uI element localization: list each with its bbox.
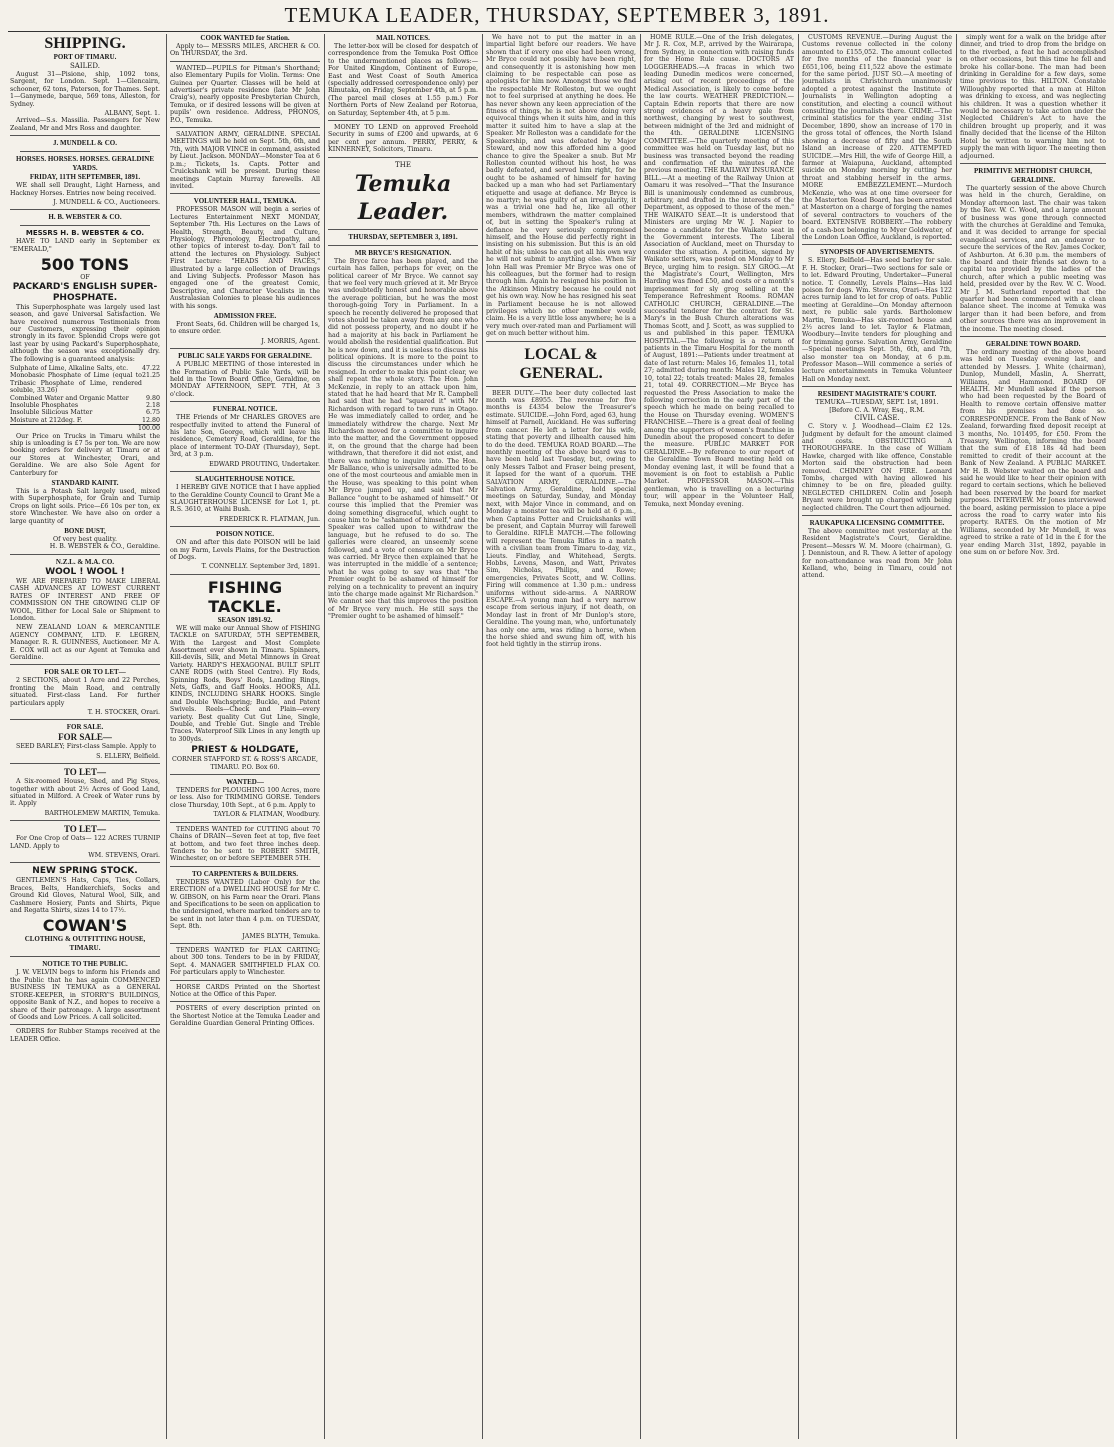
rm-civil-label: CIVIL CASE. [854,414,900,423]
separator [170,943,320,944]
analysis-row: Sulphate of Lime, Alkaline Salts, etc. 47.22 [10,364,160,372]
rm-court-text: C. Story v. J. Woodhead—Claim £2 12s. Judgment by default for the amount claimed and costs. OBSTRUCTING A THOROUGHFARE. In the case of William Hawke, charged with like offence, Constable Morton said the obstruction had been removed. CHIMNEY ON FIRE. Leonard Tombs, charged with having allowed his chimney to be on fire, pleaded guilty. NEGLECTED CHILDREN. Colin and Joseph Bryant were brought up charged with being neglected children. The Court then adjourned. [802,423,952,512]
carpenters-signature: JAMES BLYTH, Temuka. [242,932,320,940]
separator [170,1001,320,1002]
separator [170,61,320,62]
kainit-text: This is a Potash Salt largely used, mixed with Superphosphate, for Grain and Turnip Crops on light soils. Price—£6 10s per ton, ex store Winchester. We have also on order a large quantity of [10,488,160,525]
priest-address: CORNER STAFFORD ST. & ROSS'S ARCADE, TIMARU. P.O. Box 60. [172,756,318,771]
column-6 [802,34,952,1439]
town-board-heading: GERALDINE TOWN BOARD. [985,340,1081,349]
wool-heading: WOOL ! WOOL ! [45,566,125,577]
column-2 [170,34,320,1439]
horses-signature: J. MUNDELL & CO., Auctioneers. [53,199,160,207]
mundell-heading: J. MUNDELL & CO. [53,139,117,148]
orders-text: ORDERS for Rubber Stamps received at the LEADER Office. [10,1028,160,1043]
column-7 [960,34,1106,1439]
notice-heading: NOTICE TO THE PUBLIC. [42,960,128,969]
separator [328,229,478,230]
separator [328,120,478,121]
sale1-heading: FOR SALE OR TO LET— [44,668,126,677]
salvation-text: SALVATION ARMY, GERALDINE. SPECIAL MEETINGS will be held on Sept. 5th, 6th, and 7th, with MAJOR VINCE in command, assisted by Lieut. Jackson. MONDAY—Monster Tea at 6 p.m.; Tickets, 1s. Capts. Potter and Cruickshank will be present. During these meetings Captain Murray farewells. All invited. [170,131,320,190]
sailed-text: August 31—Pisione, ship, 1092 tons, Sargent, for London. Sept. 1—Glencairn, schooner, 62 tons, Paterson, for Thames. Sept. 1—Ganymede, barque, 569 tons, Alleston, for Sydney. [10,71,160,108]
separator [170,774,320,775]
saleyards-text: A PUBLIC MEETING of those interested in the Formation of Public Sale Yards, will be held in the Town Board Office, Geraldine, on MONDAY AFTERNOON, SEPT. 7TH, At 3 o'clock. [170,361,320,398]
local-general-text: BEER DUTY.—The beer duty collected last month was £8955. The revenue for five months is £4354 below the Treasurer's estimate. SUICIDE.—John Ford, aged 63, hung himself at Parnell, Auckland. He was suffering from cancer. He left a letter for his wife, stating that poverty and illhealth caused him to do the deed. TEMUKA ROAD BOARD.—The monthly meeting of the above board was to have been held last Tuesday, but, owing to only Messrs Talbot and Fraser being present, it lapsed for the want of a quorum. THE SALVATION ARMY, GERALDINE.—The Salvation Army, Geraldine, hold special meetings on Saturday, Sunday, and Monday next, with Major Vince in command, and on Monday a monster tea will be held at 6 p.m., when Captains Potter and Cruickshanks will be present, and Captain Murray will farewell to Geraldine. RIFLE MATCH.—The following will represent the Temuka Rifles in a match with a civilian team from Timaru to-day, viz., Lieuts. Findlay, and Whitehead, Sergts. Hobbs, Levens, Mason, and Watt, Privates Sim, Nicholas, Philips, and Rowe; emergencies, Privates Scott, and W. Collins. Firing will commence at 1.30 p.m.: undress uniforms without side-arms. A NARROW ESCAPE.—A young man had a very narrow escape from serious injury, if not death, on Monday last in front of Mr Dunlop's store, Geraldine. The young man, who, unfortunately has only one arm, was riding a horse, when the horse shied and swung him off, with his foot held tightly in the stirrup irons. [486,389,636,649]
funeral-text: THE Friends of Mr CHARLES GROVES are respectfully invited to attend the Funeral of his late Son, George, which will leave his residence, Cemetery Road, Geraldine, for the place of interment TO-DAY (Thursday), Sept. 3rd, at 3 p.m. [170,414,320,459]
sale3-signature: S. ELLERY, Belfield. [96,752,160,760]
analysis-row: Insoluble Silicious Matter 6.75 [10,409,160,417]
analysis-total: 100.00 [10,424,160,432]
news-continued: simply went for a walk on the bridge after dinner, and tried to drop from the bridge on to the riverbed, a feat he had accomplished on other occasions, but this time he fell and broke his collar-bone. The man had been drinking in Geraldine for a few days, some time previous to this. HILTON. Constable Willoughby reported that a man at Hilton was drinking to excess, and was neglecting his children. It was a question whether it would be necessary to take action under the Neglected Children's Act to have the children brought up properly, and it was finally decided that the license of the Hilton Hotel be written to warning him not to supply the man with liquor. The meeting then adjourned. [960,34,1106,160]
local-general-heading: LOCAL & GENERAL. [519,345,603,382]
pm-church-text: The quarterly session of the above Church was held in the church, Geraldine, on Monday afternoon last. The chair was taken by the Rev. W. C. Wood, and a large amount of business was gone through connected with the churches at Geraldine and Temuka, and it was decided to arrange for special evangelical services, and an endeavor to secure the services of the Rev. James Cocker, of Ashburton. At 6.30 p.m. the members of the board and their friends sat down to a capital tea provided by the ladies of the church, after which a public meeting was held, presided over by the Rev. W. C. Wood. Mr J. M. Sutherland reported that the quarter had been commenced with a clean balance sheet. The income at Temuka was larger than it had been before, and from other sources there was an improvement in the income. The meeting closed. [960,184,1106,333]
separator [10,763,160,764]
newspaper-columns [8,34,1106,1439]
column-3 [328,34,478,1439]
separator [20,225,150,226]
separator [170,348,320,349]
separator [960,163,1106,164]
tons-heading: 500 TONS [40,255,130,275]
article-continued: We have not to put the matter in an impartial light before our readers. We have shown that if every one else had been wrong, Mr Bryce could not possibly have been right, and consequently it is astonishing how men claiming to be respectable can pose as apologists for him now. Amongst those we find the respectable Mr Rolleston, but we ought not to feel surprised at anything he does. He has never shown any keen appreciation of the fitness of things, he is not above doing very equivocal things when it suits him, and in this matter it suited him to have a slap at the Speaker. Mr Rolleston was a candidate for the Speakership, and was defeated by Major Steward, and now this afforded him a good chance to give the Speaker a snub. But Mr Rolleston counted without his host, he was badly defeated, and served him right, for he ought to be ashamed of himself for having backed up a man who had set Parliamentary etiquette and usage at defiance. Mr Bryce is no martyr; he was guilty of an irregularity, it was a trivial one had he, like all other members, withdrawn the matter complained of, but in setting the Speaker's ruling at defiance he very seriously compromised himself, and the House did perfectly right in insisting on his submission. But this is an old habit of his; unless he can get all his own way he will not submit to anything else. When Sir John Hall was Premier Mr Bryce was one of his colleagues, but the former had to resign through him. Again he resigned his position in the Atkinson Ministry because he could not get his own way. Now he has resigned his seat in Parliament because he is not allowed privileges which no other member would claim. He is a very little loss anywhere; he is a very much over-rated man and Parliament will get on much better without him. [486,34,636,338]
arrived-text: Arrived—S.s. Massilia. Passengers for New Zealand, Mr and Mrs Ross and daughter. [10,117,160,132]
separator [486,341,636,342]
poison-heading: POISON NOTICE. [216,530,274,539]
cook-text: Apply to— MESSRS MILES, ARCHER & CO. On THURSDAY, the 3rd. [170,43,320,58]
synopsis-heading: SYNOPSIS OF ADVERTISEMENTS. [819,248,935,257]
slaughter-signature: FREDERICK R. FLATMAN, Jun. [219,515,320,523]
sale3-text: SEED BARLEY; First-class Sample. Apply to [16,743,157,751]
admission-text: Front Seats, 6d. Children will be charged 1s, to ensure order. [170,321,320,336]
webster-heading: H. B. WEBSTER & CO. [48,213,122,222]
rm-court-date: TEMUKA—TUESDAY, SEPT. 1st, 1891. [815,399,939,407]
poison-text: ON and after this date POISON will be laid on my Farm, Levels Plains, for the Destruction of Dogs. [170,539,320,561]
pm-church-heading: PRIMITIVE METHODIST CHURCH, GERALDINE. [974,166,1092,184]
cook-heading: COOK WANTED for Station. [200,34,290,42]
separator [170,193,320,194]
of-text: OF [80,274,90,282]
separator [170,866,320,867]
saleyards-heading: PUBLIC SALE YARDS FOR GERALDINE. [178,352,312,361]
let1-text: A Six-roomed House, Shed, and Pig Styes, together with about 2½ Acres of Good Land, situated in Milford. A Creek of Water runs by it. Apply [10,778,160,808]
money-text: MONEY TO LEND on approved Freehold Security in sums of £200 and upwards, at 6 per cent per annum. PERRY, PERRY, & KINNERNEY, Solicitors, Timaru. [328,124,478,154]
synopsis-text: S. Ellery, Belfield—Has seed barley for sale. F. H. Stocker, Orari—Two sections for sale or to let. Edward Prouting, Undertaker—Funeral notice. T. Connelly, Levels Plains—Has laid poison for dogs. Wm. Stevens, Orari—Has 122 acres turnip land to let for crop of oats. Public meeting at Geraldine—On Monday afternoon next, re public sale yards. Bartholomew Martin, Temuka—Has six-roomed house and 2½ acres land to let. Taylor & Flatman, Woodbury—Invite tenders for ploughing and for trimming gorse. Salvation Army, Geraldine—Special meetings Sept. 5th, 6th, and 7th, also monster tea on Monday, at 6 p.m. Professor Mason—Will commence a series of lecture entertainments in Temuka Volunteer Hall on Monday next. [802,257,952,383]
carpenters-heading: TO CARPENTERS & BUILDERS. [191,869,299,878]
packard-heading: PACKARD'S ENGLISH SUPER-PHOSPHATE. [12,281,158,303]
funeral-heading: FUNERAL NOTICE. [212,405,278,414]
nzl-heading: N.Z.L. & M.A. CO. [55,557,115,566]
column-5 [644,34,794,1439]
separator [10,554,160,555]
let2-signature: WM. STEVENS, Orari. [88,852,160,860]
mail-heading: MAIL NOTICES. [376,34,430,42]
separator [170,822,320,823]
let1-signature: BARTHOLEMEW MARTIN, Temuka. [44,809,160,817]
sale3-heading: FOR SALE— [58,732,112,743]
rm-court-before: [Before C. A. Wray, Esq., R.M. [829,406,925,414]
sale2-heading: FOR SALE. [66,723,104,732]
masthead [0,0,1114,30]
sailed-label: SAILED. [70,62,100,70]
separator [10,1024,160,1025]
nameplate: Temuka Leader. [354,170,452,225]
spring-text: GENTLEMEN'S Hats, Caps, Ties, Collars, Braces, Belts, Handkerchiefs, Socks and Ground Kid Gloves, Natural Wool, Silk, and Cashmere Hosiery, Pants and Shirts, Pique and Regatta Shirts, sizes 14 to 17½. [10,877,160,915]
masthead-title: TEMUKA LEADER, THURSDAY, SEPTEMBER 3, 1891. [284,3,830,27]
let2-heading: TO LET— [63,824,107,835]
analysis-row: Monobasic Phosphate of Lime (equal to Tribasic Phosphate of Lime, rendered soluble, 33.26) 21.25 [10,372,160,395]
admission-heading: ADMISSION FREE. [213,312,277,320]
shipping-heading: SHIPPING. [44,35,126,52]
raukapuka-heading: RAUKAPUKA LICENSING COMMITTEE. [809,518,945,527]
separator [10,209,160,210]
flax-text: TENDERS WANTED for FLAX CARTING; about 300 tons. Tenders to be in by FRIDAY, Sept. 4. MANAGER SMITHFIELD FLAX CO. For particulars apply to Winchester. [170,946,320,977]
slaughter-text: I HEREBY GIVE NOTICE that I have applied to the Geraldine County Council to Grant Me a SLAUGHTERHOUSE LICENSE for Lot 1, pt. R.S. 3610, at Waihi Bush. [170,484,320,514]
separator [10,135,160,136]
rm-court-heading: RESIDENT MAGISTRATE'S COURT. [817,390,937,399]
analysis-row: Insoluble Phosphates 2.18 [10,401,160,409]
cowan-sub: CLOTHING & OUTFITTING HOUSE, TIMARU. [24,935,146,953]
separator [328,157,478,158]
separator [10,664,160,665]
separator [10,862,160,863]
separator [802,244,952,245]
separator [20,151,150,152]
news-items: CUSTOMS REVENUE.—During August the Customs revenue collected in the colony amounted to £155,052. The amount collected for five months of the financial year is £651,106, being £11,522 above the estimate for the same period. JUST SO.—A meeting of journalists in Christchurch unanimously adopted a protest against the Institute of Journalists in Wellington adopting a constitution, and electing a council without consulting the journalists there. CRIME.—The criminal statistics for the year ending 31st December, 1890, show an increase of 170 in the gross total of offences, the North Island showing a decrease of fifty and the South Island an increase of 220. ATTEMPTED SUICIDE.—Mrs Hill, the wife of George Hill, a farmer at Waiapuna, Auckland, attempted suicide on Monday morning by cutting her throat and stabbing herself in the arms. MORE EMBEZZLEMENT.—Murdoch McKenzie, who was at one time overseer for the Masterton Road Board, has been arrested at Masterton on a charge of forging the names of several contractors to vouchers of the board. EXTENSIVE ROBBERY.—The robbery of a cash-box belonging to Myer Goldwater, of the London Loan Office, Auckland, is reported. [802,34,952,241]
separator [170,471,320,472]
separator [170,401,320,402]
let2-text: For One Crop of Oats— 122 ACRES TURNIP LAND. Apply to [10,835,160,850]
analysis-table [10,365,160,433]
land-text: HAVE TO LAND early in September ex "EMERALD," [10,238,160,253]
raukapuka-text: The above committee met yesterday at the Resident Magistrate's Court, Geraldine. Present—Messrs W. M. Moore (chairman), G. J. Dennistoun, and R. Thew. A letter of apology for non-attendance was read from Mr John Kelland, who, being in Timaru, could not attend. [802,527,952,580]
pupils-text: WANTED—PUPILS for Pitman's Shorthand; also Elementary Pupils for Violin. Terms: One Guinea per Quarter. Classes will be held at advertiser's private residence (late Mr John Craig's), nearly opposite Presbyterian Church, Temuka, or if desired lessons will be given at pupils' own residence. Address, PHONOS, P.O., Temuka. [170,64,320,124]
cowan-heading: COWAN'S [42,916,128,936]
separator [170,526,320,527]
separator [170,980,320,981]
bone-text: Of very best quality. [53,536,117,544]
horse-cards-text: HORSE CARDS Printed on the Shortest Notice at the Office of this Paper. [170,983,320,998]
wanted-text: TENDERS for PLOUGHING 100 Acres, more or less. Also for TRIMMING GORSE. Tenders close Thursday, 10th Sept., at 6 p.m. Apply to [170,787,320,809]
the-label: THE [395,160,411,169]
analysis-row: Moisture at 212deg. F. 12.80 [10,416,160,424]
town-board-text: The ordinary meeting of the above board was held on Tuesday evening last, and attended by Messrs. J. White (chairman), Dunlop, Mundell, Maslin, A. Sherratt, Williams, and Hammond. BOARD OF HEALTH. Mr Mundell asked if the person who had been requested by the Board of Health to remove certain offensive matter from his premises had done so. CORRESPONDENCE. From the Bank of New Zealand, forwarding fixed deposit receipt at 3 months, No. 101495, for £50. From the Treasury, Wellington, informing the board that the sum of £18 18s 4d had been remitted to credit of their account at the Bank of New Zealand. A PUBLIC MARKET. Mr H. B. Webster waited on the board and said he would like to hear their opinion with regard to certain sections, which he believed had been reserved by the board for market purposes. INTERVIEW. Mr Jones interviewed the board, asking permission to place a pipe across the road to carry water into his property. RATES. On the motion of Mr Williams, seconded by Mr Mundell, it was agreed to strike a rate of 1d in the £ for the year ending March 31st, 1892, payable in one sum on or before Nov. 3rd. [960,349,1106,556]
sale1-signature: T. H. STOCKER, Orari. [87,708,160,716]
horses-text: WE shall sell Draught, Light Harness, and Hackney Horses. Entries now being received. [10,182,160,197]
article-heading: MR BRYCE'S RESIGNATION. [354,248,452,257]
slaughter-heading: SLAUGHTERHOUSE NOTICE. [195,475,295,484]
drain-text: TENDERS WANTED for CUTTING about 70 Chains of DRAIN—Seven feet at top, five feet at bottom, and two feet three inches deep. Tenders to be sent to ROBERT SMITH, Winchester, on or before SEPTEMBER 5TH. [170,825,320,863]
fishing-season: SEASON 1891-92. [217,615,273,624]
admission-signature: J. MORRIS, Agent. [261,337,320,345]
priest-heading: PRIEST & HOLDGATE, [191,745,299,756]
column-4 [486,34,636,1439]
sale1-text: 2 SECTIONS, about 1 Acre and 22 Perches, fronting the Main Road, and centrally situated. First-class Land. For further particulars apply [10,677,160,707]
bone-heading: BONE DUST, [64,527,106,536]
messrs-heading: MESSRS H. B. WEBSTER & CO. [25,229,145,238]
separator [960,336,1106,337]
volunteer-heading: VOLUNTEER HALL, TEMUKA. [193,197,297,206]
funeral-signature: EDWARD PROUTING, Undertaker. [209,460,320,468]
poison-signature: T. CONNELLY. September 3rd, 1891. [201,563,320,571]
mail-text: The letter-box will be closed for despatch of correspondence from the Temuka Post Office to the undermentioned places as follows:— For United Kingdom, Continent of Europe, East and West Coast of South America (specially addressed correspondence only) per Rimutaka, on Friday, September 4th, at 5 p.m. (The parcel mail closes at 1.55 p.m.) For Northern Ports of New Zealand per Rotorua, on Saturday, September 4th, at 5 p.m. [328,43,478,117]
port-heading: PORT OF TIMARU. [53,53,117,61]
carpenters-text: TENDERS WANTED (Labor Only) for the ERECTION of a DWELLING HOUSE for Mr C. W. GIBSON, on his Farm near the Orari. Plans and Specifications to be seen on application to the undersigned, where marked tenders are to be sent in not later than 4 p.m. on TUESDAY, Sept. 8th. [170,878,320,931]
phosphate-text: This Superphosphate was largely used last season, and gave Universal Satisfaction. We have received numerous Testimonials from our Customers, expressing their opinion strongly in its favor. Splendid Crops were got last year by using Packard's Superphosphate, although the season was exceptionally dry. The following is a guaranteed analysis: [10,303,160,363]
let1-heading: TO LET— [63,767,107,778]
posters-text: POSTERS of every description printed on the Shortest Notice at the Temuka Leader and Geraldine Guardian General Printing Offices. [170,1005,320,1028]
separator [170,127,320,128]
horses-heading: HORSES. HORSES. HORSES. GERALDINE YARDS. [15,155,155,173]
article-text: The Bryce farce has been played, and the curtain has fallen, perhaps for ever, on the political career of Mr Bryce. We cannot say that we feel very much grieved at it. Mr Bryce was undoubtedly honest and honorable above the average politician, but he was the most thorough-going Tory in Parliament. In a speech he recently delivered he proposed that votes should be taken away from any one who did not possess property, and no doubt if he had a majority at his back in Parliament he would abolish the residential qualification. But he is now down, and it is useless to discuss his political opinions. It is more to the point to discuss the circumstances under which he resigned. In order to make this point clear, we shall repeat the whole story. The Hon. John McKenzie, in reply to an attack upon him, stated that he had heard that Mr R. Campbell had said that he had "squared it" with Mr Richardson with regard to two runs in Otago. He was immediately called to order, and he immediately withdrew the charge. Next Mr Richardson moved for a committee to inquire into the matter, and the Government opposed it, on the ground that the charge had been withdrawn, that therefore it did not exist, and there was nothing to inquire into. The Hon. Mr Ballance, who is universally admitted to be one of the most courteous and amiable men in the House, was speaking to this point when Mr Bryce jumped up, and said that Mr Ballance "ought to be ashamed of himself." Of course this implied that the Premier was doing something disgraceful, which ought to cause him to be "ashamed of himself," and the Speaker was called upon to withdraw the language, but he refused to do so. The galleries were cleared, an unseemly scene followed, and a vote of censure on Mr Bryce was carried. Mr Bryce then explained that he was interrupted in the middle of a sentence; what he was going to say was that "the Premier ought to be ashamed of himself for relying on a technicality to prevent an inquiry into the charge made against Mr Richardson." We cannot see that this improves the position of Mr Bryce very much. He still says the "Premier ought to be ashamed of himself." [328,257,478,621]
albany-line: ALBANY, Sept. 1. [104,110,160,118]
spring-heading: NEW SPRING STOCK. [32,866,138,877]
bone-signature: H. B. WEBSTER & CO., Geraldine. [49,543,160,551]
wool-signature: NEW ZEALAND LOAN & MERCANTILE AGENCY COMPANY, LTD. F. LEGREN, Manager. R. R. GUINNESS, Auctioneer. Mr A. E. COX will act as our Agent at Temuka and Geraldine. [10,624,160,661]
volunteer-text: PROFESSOR MASON will begin a series of Lectures Entertainment NEXT MONDAY, September 7th. His Lectures on the Laws of Health, Strength, Beauty, and Culture, Physiology, Phrenology, Electropathy, and other topics of interest to-day. Don't fail to attend the lectures on Physiology. Subject First Lecture: "HEADS AND FACES," illustrated by a large collection of Drawings and Living Subjects. Professor Mason has engaged one of the greatest Comic, Descriptive, and Character Vocalists in the Australasian Colonies to please his audiences with his songs. [170,206,320,310]
news-items: HOME RULE.—One of the Irish delegates, Mr J. R. Cox, M.P., arrived by the Wairarapa, from Sydney, in connection with raising funds for the Home Rule cause. DOCTORS AT LOGGERHEADS.—A fracas in which two leading Dunedin medicos were concerned, arising out of recent proceedings of the Medical Association, is likely to come before the law courts. WEATHER PREDICTION.—Captain Edwin reports that there are now strong evidences of a heavy gale from northwest, changing by west to southwest, between midnight of the 3rd and midnight of the 4th. GERALDINE LICENSING COMMITTEE.—The quarterly meeting of this committee was held on Tuesday last, but no business was transacted beyond the reading and confirmation of the minutes of the previous meeting. THE RAILWAY INSURANCE BILL.—At a meeting of the Railway Union at Oamaru it was resolved—"That the Insurance Bill is unanimously condemned as cumbrous, arbitrary, and drafted in the interests of the Department, as opposed to those of the men." THE WAIKATO SEAT.—It is understood that Ministers are urging Mr W. J. Napier to become a candidate for the Waikato seat in the Government interests. The Liberal Association of Auckland, meet on Thursday to consider the situation. A petition, signed by Waikato settlers, was posted on Monday to Mr Bryce, urging him to resign. SLY GROG.—At the Magistrate's Court, Wellington, Mrs Harding was fined £50, and costs or a month's imprisonment for sly grog selling at the Temperance Refreshment Rooms. ROMAN CATHOLIC CHURCH, GERALDINE.—The successful tenderer for the contract for St. Mary's in the Bush Church alterations was Thomas Scott, and J. Scott, as was supplied to us and published in this paper. TEMUKA HOSPITAL.—The following is a return of patients in the Timaru Hospital for the month of August, 1891:—Patients under treatment at date of last return: Males 16, females 11, total 27; admitted during month: Males 12, females 10, total 22; totals treated: Males 28, females 21, total 49. CORRECTION.—Mr Bryce has requested the Press Association to make the following correction in the early part of the speech which he made on being recalled to the House on Thursday evening. WOMEN'S FRANCHISE.—There is a great deal of feeling among the supporters of women's franchise in Dunedin about the proposed concert to defer the measure. PUBLIC MARKET FOR GERALDINE.—By reference to our report of the Geraldine Town Board meeting held on Monday evening last, it will be found that a movement is on foot to establish a Public Market. PROFESSOR MASON.—This gentleman, who is travelling on a lecturing tour, will appear in the Volunteer Hall, Temuka, next Monday evening. [644,34,794,508]
kainit-heading: STANDARD KAINIT. [51,479,119,488]
separator [328,245,478,246]
notice-text: J. W. VELVIN begs to inform his Friends and the Public that he has again COMMENCED BUSINESS IN TEMUKA as a GENERAL STORE-KEEPER, in STORRY'S BUILDINGS, opposite Bank of N.Z., and hopes to receive a share of their patronage. A large assortment of Goods and Low Prices. A call solicited. [10,969,160,1021]
column-1 [10,34,160,1439]
wanted-signature: TAYLOR & FLATMAN, Woodbury. [213,811,320,819]
separator [802,386,952,387]
analysis-row: Combined Water and Organic Matter 9.80 [10,394,160,402]
separator [802,515,952,516]
wool-text: WE ARE PREPARED TO MAKE LIBERAL CASH ADVANCES AT LOWEST CURRENT RATES OF INTEREST AND FREE OF COMMISSION ON THE GROWING CLIP OF WOOL, Either for Local Sale or Shipment to London. [10,577,160,622]
separator [486,386,636,387]
issue-date: THURSDAY, SEPTEMBER 3, 1891. [348,232,458,241]
phosphate-text-2: Our Price on Trucks in Timaru whilst the ship is unloading is £7 5s per ton. We are now booking orders for delivery at Timaru or at our Stores at Winchester, Orari, and Geraldine. We are also Sole Agent for Canterbury for [10,432,160,477]
separator [10,956,160,957]
wanted-heading: WANTED— [226,778,264,787]
separator [170,574,320,575]
separator [10,719,160,720]
masthead-rule [8,31,1106,32]
fishing-text: WE will make our Annual Show of FISHING TACKLE on SATURDAY, 5TH SEPTEMBER, With the Largest and Most Complete Assortment ever shown in Timaru. Spinners, Kill-devils, Silk, and Metal Minnows in Great Variety. HARDY'S HEXAGONAL BUILT SPLIT CANE RODS (with Steel Centre). Fly Rods, Spinning Rods, Boys' Rods, Landing Rings, Nets, Gaffs, and Gaff Hooks. HOOKS, ALL KINDS, INCLUDING SHARK HOOKS. Single and Double Wachspring; Buckle, and Patent Swivels. Reels—Check and Plain—every variety. Best quality Cut Gut Line, Single, Double, and Treble Gut. Single and Treble Traces. Waterproof Silk Lines in any length up to 300yds. [170,624,320,743]
horses-date: FRIDAY, 11TH SEPTEMBER, 1891. [29,173,141,182]
fishing-heading: FISHING TACKLE. [207,577,283,616]
separator [10,820,160,821]
